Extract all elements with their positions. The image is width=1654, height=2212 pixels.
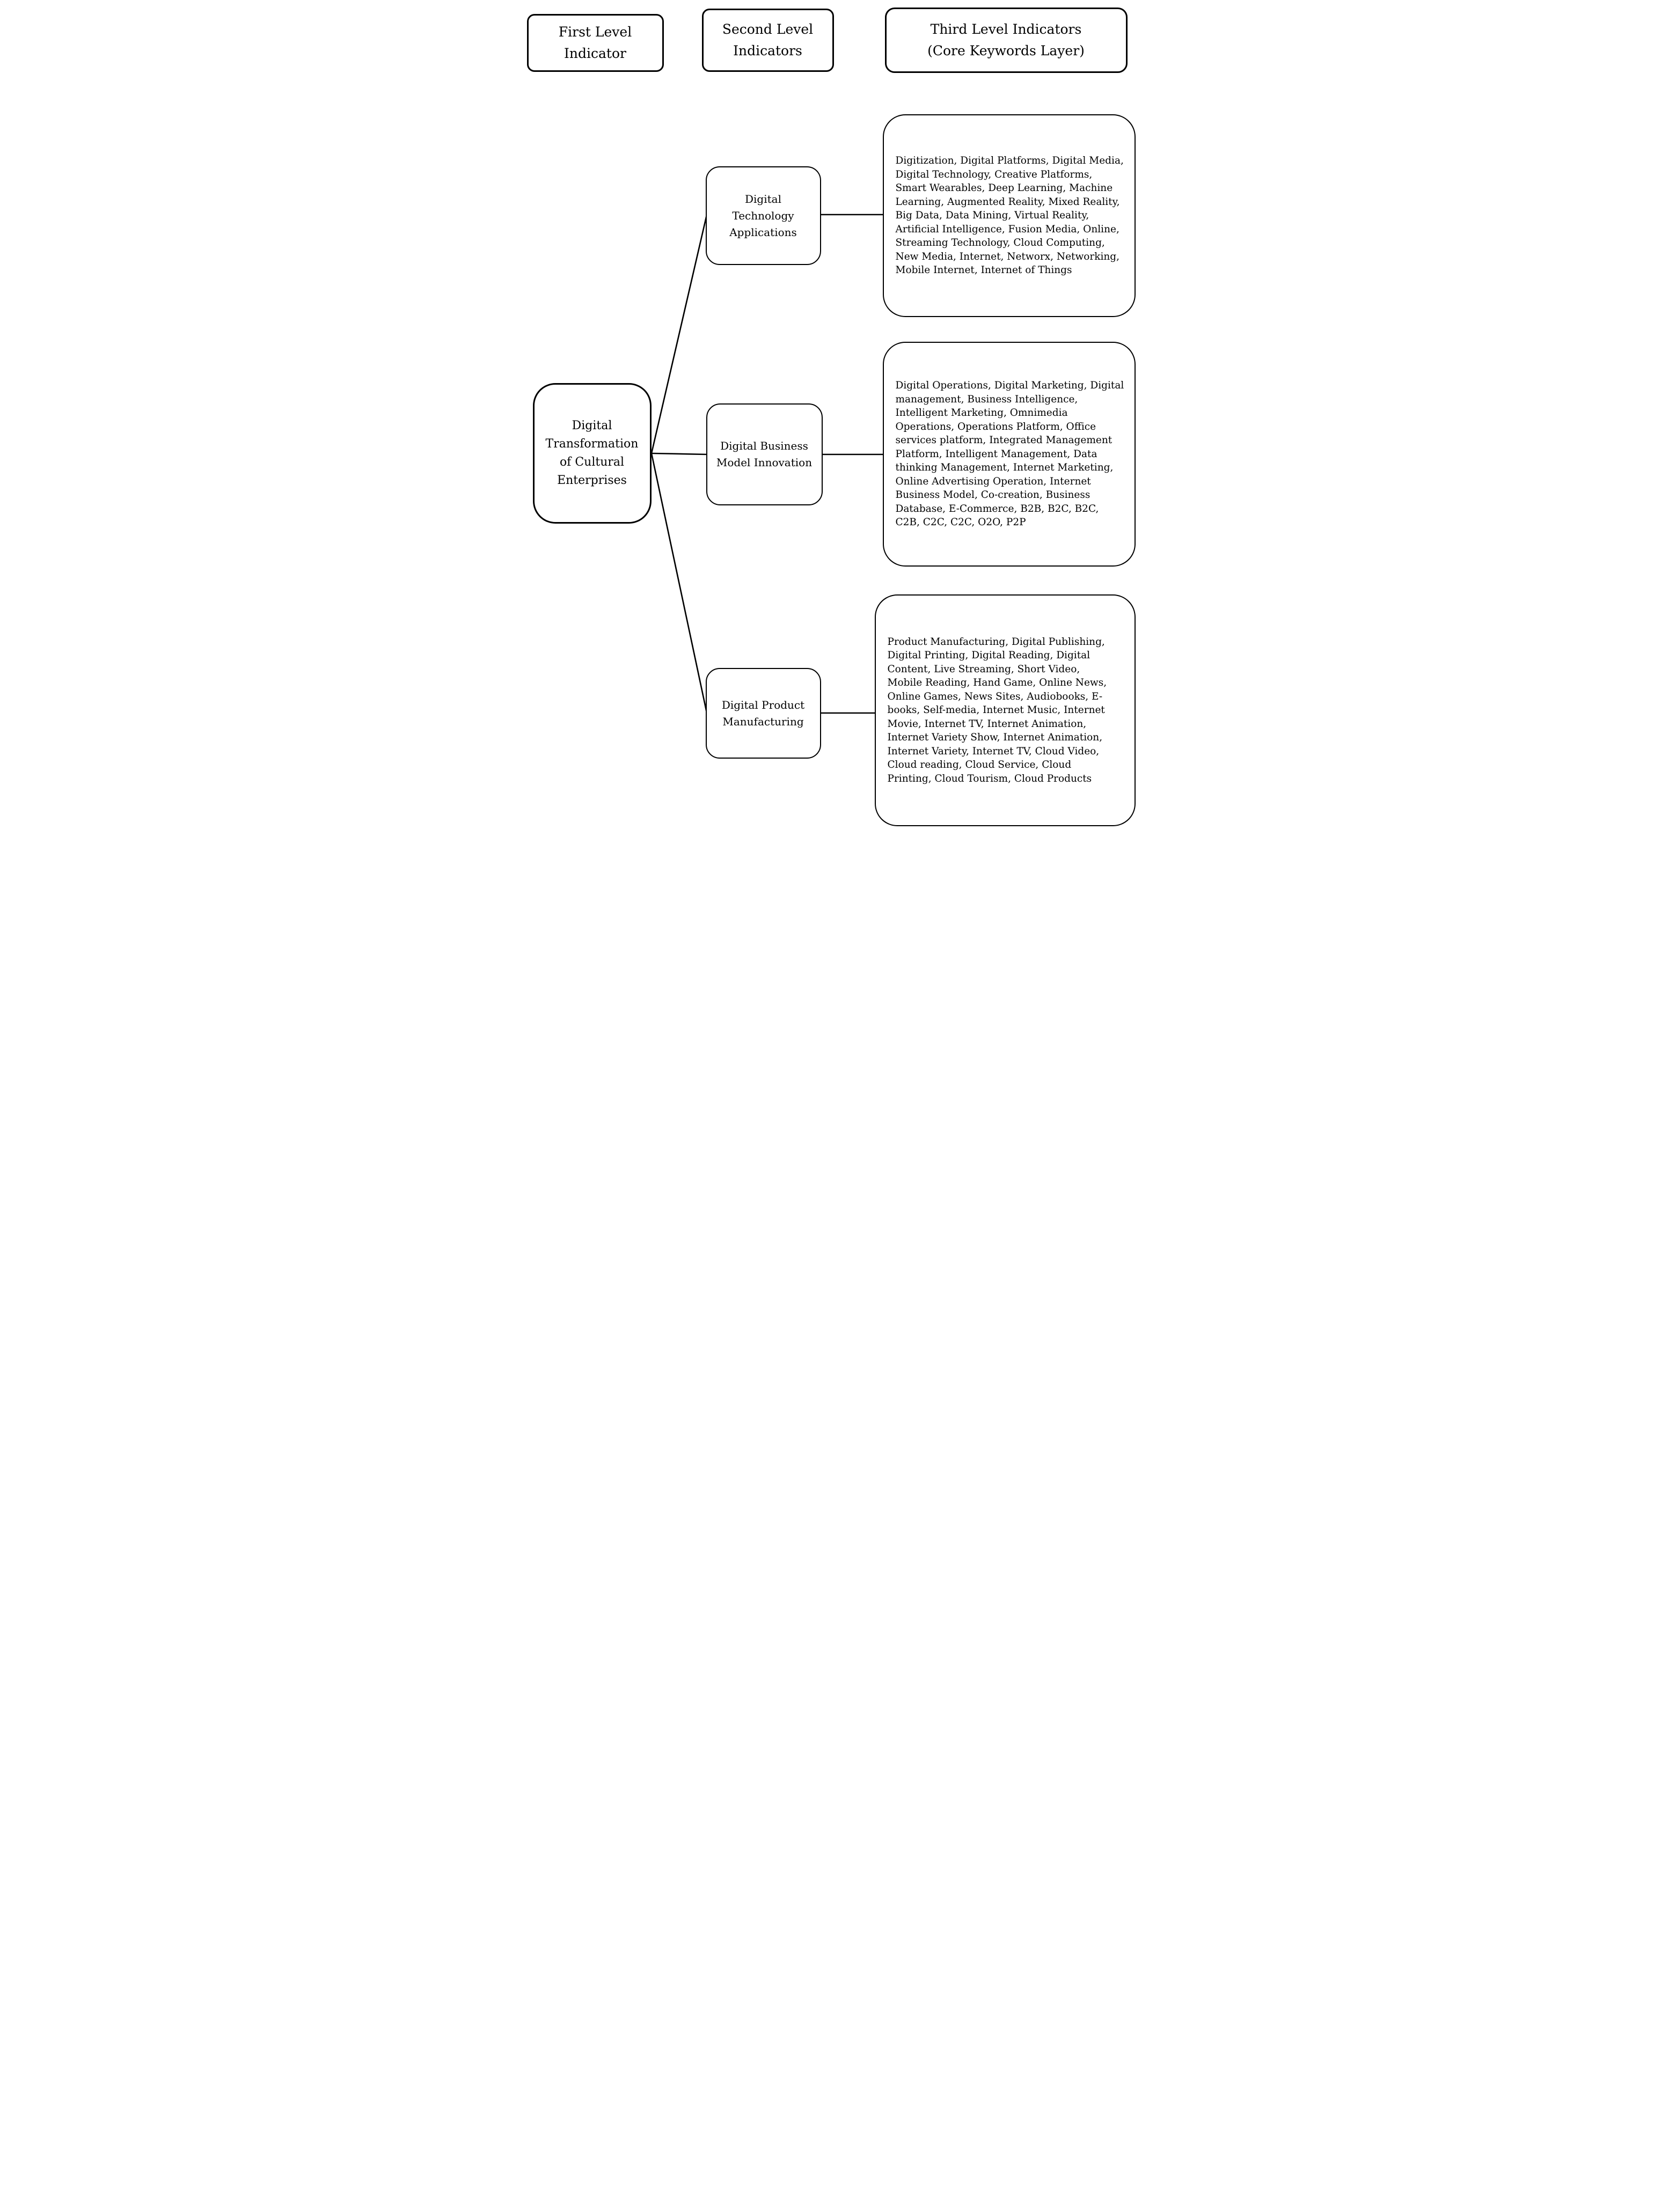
box-label-line: Enterprises (557, 474, 627, 487)
header-line: First Level (558, 24, 632, 40)
keywords-text: Digitization, Digital Platforms, Digital Media, Digital Technology, Creative Platforms, Smart Wearables, Deep Learning, Machine Learning, Augmented Reality, Mixed Reality, Big Data, Data Mining, Virtual Reality, Artificial Intelligence, Fusion Media, Online, Streaming Technology, Cloud Computing, New Media, Internet, Networx, Networking, Mobile Internet, Internet of Things (895, 155, 1124, 276)
second-level-box-digital-business-model-innovation (706, 403, 823, 505)
header-line: Indicators (733, 43, 802, 58)
box-label-line: Digital (572, 419, 612, 432)
box-label-line: Digital Business (720, 439, 808, 452)
box-label-line: Applications (729, 225, 797, 239)
box-label-line: Digital (745, 192, 781, 205)
connector-root-to-business (652, 453, 707, 454)
keywords-text: Product Manufacturing, Digital Publishing, Digital Printing, Digital Reading, Digital Content, Live Streaming, Short Video, Mobile Reading, Hand Game, Online News, Online Games, News Sites, Audiobooks, E-books, Self-media, Internet Music, Internet Movie, Internet TV, Internet Animation, Internet Variety Show, Internet Animation, Internet Variety, Internet TV, Cloud Video, Cloud reading, Cloud Service, Cloud Printing, Cloud Tourism, Cloud Products (887, 636, 1107, 784)
box-label-line: Model Innovation (716, 456, 813, 469)
header-line: Second Level (722, 21, 814, 37)
first-level-box-digital-transformation (533, 383, 652, 524)
keywords-box-digital-technology-applications (883, 114, 1136, 317)
header-third-level-indicators (885, 8, 1128, 73)
indicator-hierarchy-diagram (518, 0, 1137, 833)
keywords-box-digital-business-model-innovation (883, 342, 1136, 567)
connector-root-to-product (652, 453, 707, 713)
header-line: Third Level Indicators (930, 21, 1082, 37)
header-first-level-indicator (527, 14, 664, 72)
header-line: (Core Keywords Layer) (927, 43, 1085, 58)
box-label-line: Technology (732, 209, 794, 222)
box-label-line: Transformation (545, 437, 639, 451)
keywords-text: Digital Operations, Digital Marketing, Digital management, Business Intelligence, Intelligent Marketing, Omnimedia Operations, Operations Platform, Office services platform, Integrated Management Platform, Intelligent Management, Data thinking Management, Internet Marketing, Online Advertising Operation, Internet Business Model, Co-creation, Business Database, E-Commerce, B2B, B2C, B2C, C2B, C2C, C2C, O2O, P2P (895, 380, 1124, 528)
second-level-box-digital-technology-applications (706, 166, 821, 265)
connector-root-to-technology (652, 215, 707, 453)
header-line: Indicator (564, 46, 626, 61)
box-label-line: of Cultural (559, 455, 625, 469)
box-label-line: Digital Product (721, 698, 805, 711)
second-level-box-digital-product-manufacturing (706, 668, 821, 759)
header-second-level-indicators (702, 9, 834, 72)
box-label-line: Manufacturing (722, 715, 804, 728)
keywords-box-digital-product-manufacturing (875, 594, 1136, 826)
